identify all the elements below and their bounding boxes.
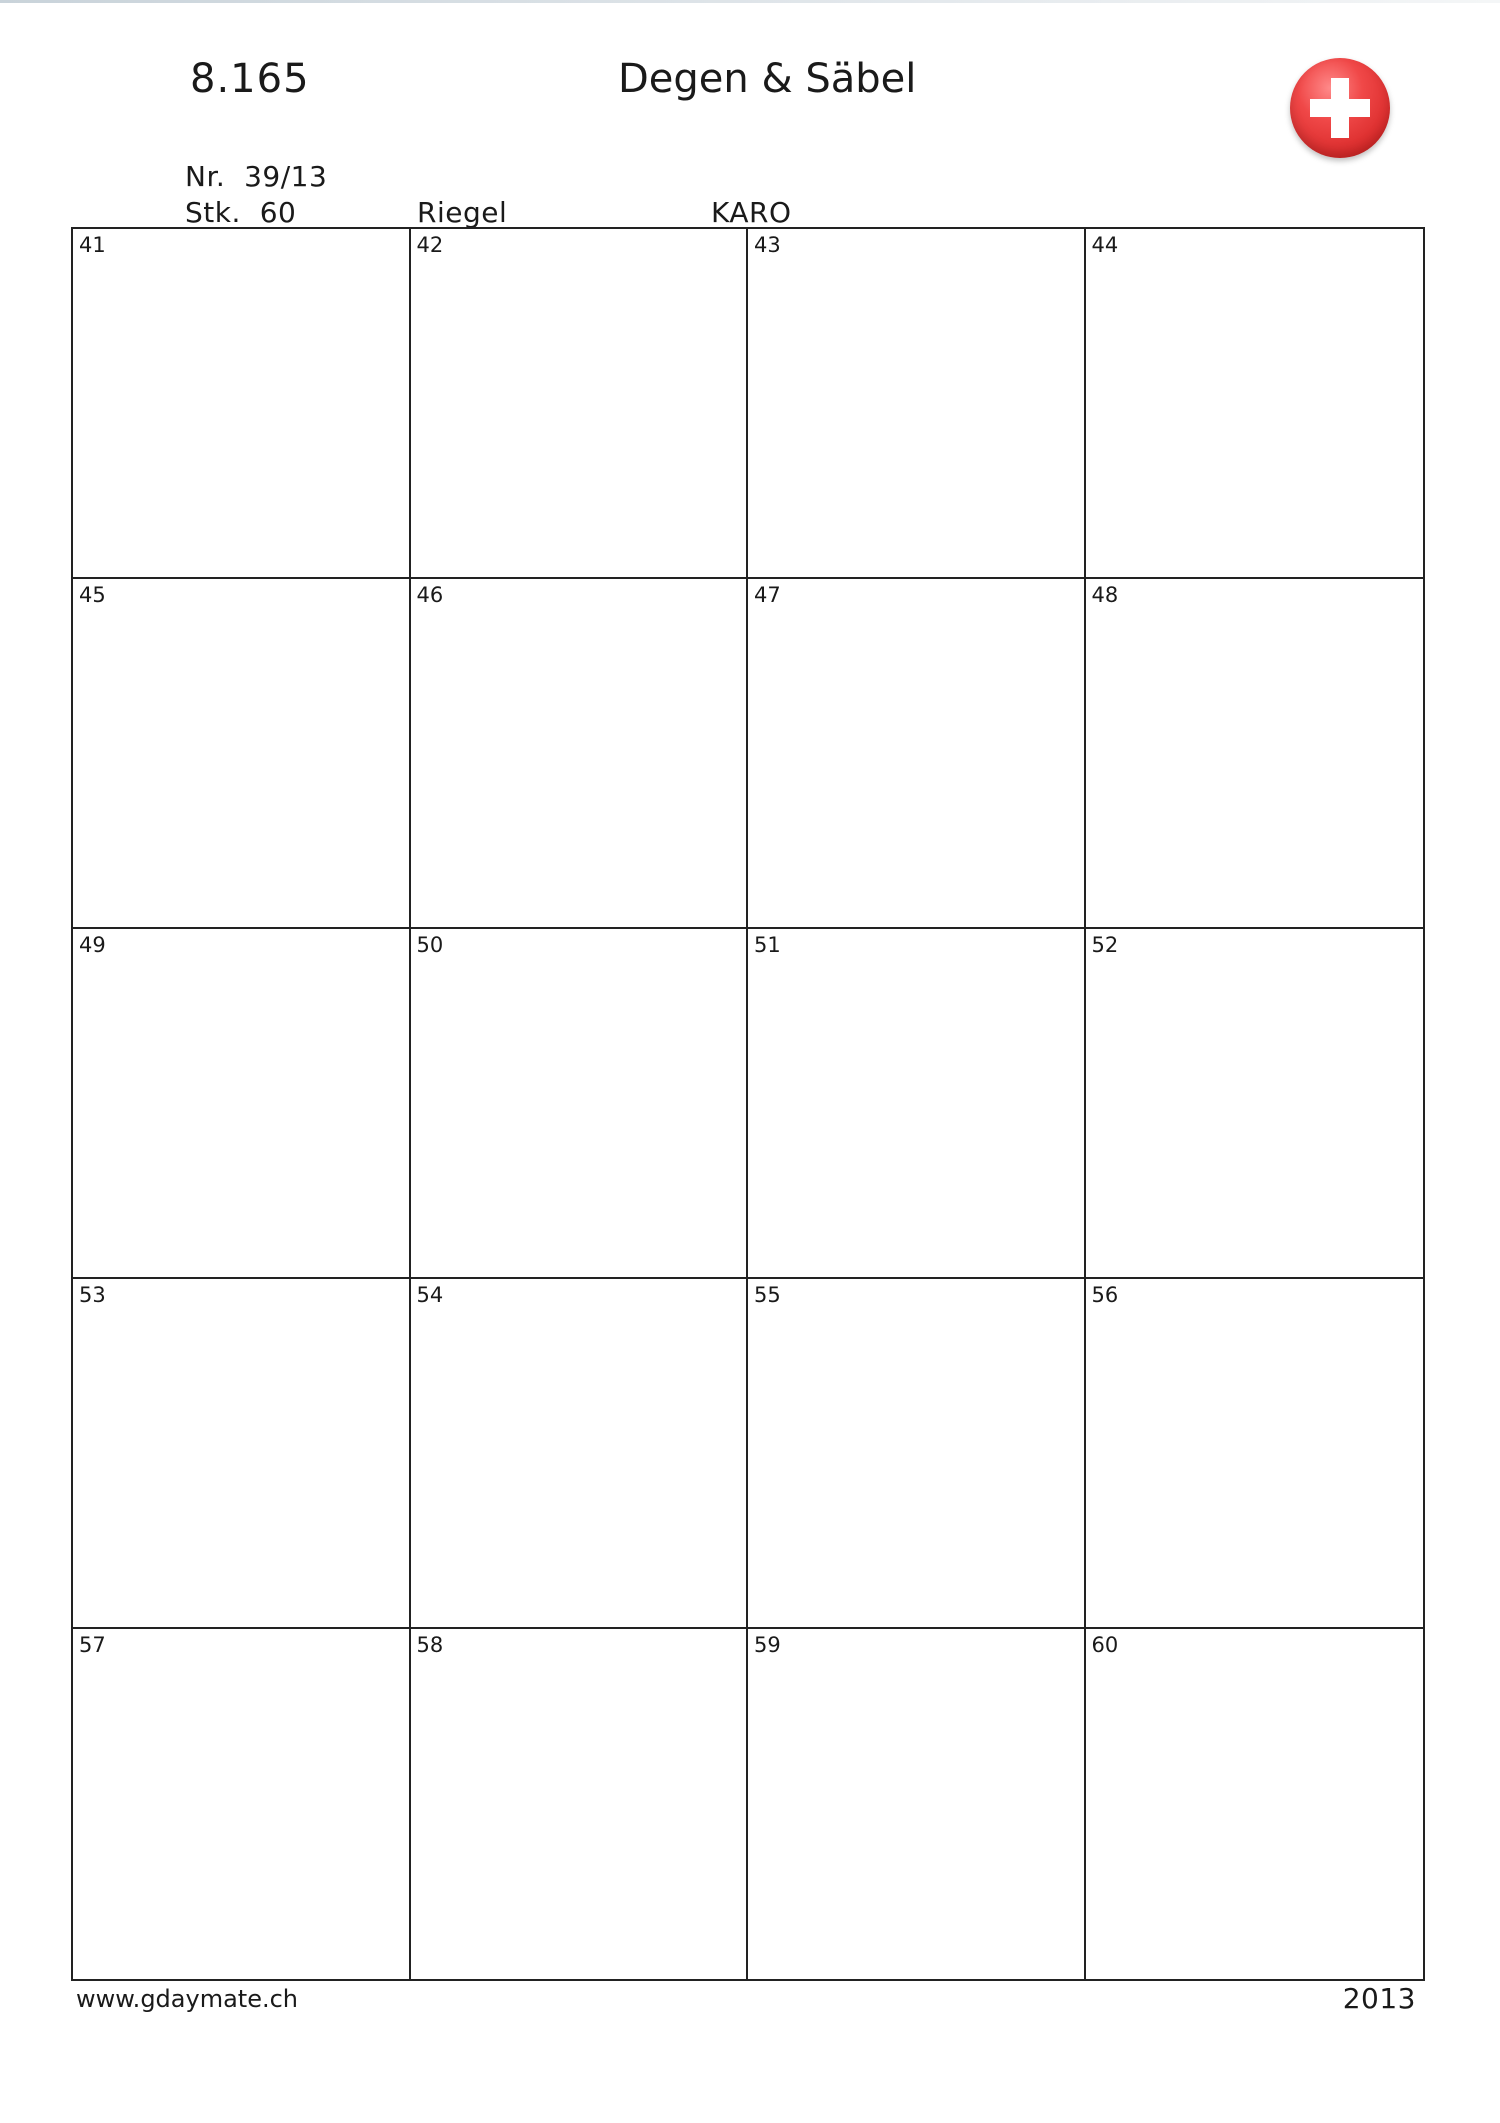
- cell-number: 53: [79, 1283, 106, 1307]
- stk-value: 60: [259, 196, 297, 229]
- grid-cell[interactable]: [73, 1279, 411, 1629]
- stamp-grid: [71, 227, 1425, 1981]
- catalog-number: 8.165: [190, 56, 310, 102]
- riegel-label: Riegel: [417, 196, 508, 229]
- cell-number: 52: [1091, 933, 1119, 957]
- grid-cell[interactable]: [1086, 929, 1424, 1279]
- cell-number: 50: [416, 933, 444, 957]
- cell-number: 46: [416, 583, 444, 607]
- cell-number: 57: [79, 1633, 106, 1657]
- cell-number: 60: [1091, 1633, 1119, 1657]
- grid-cell[interactable]: [748, 1279, 1086, 1629]
- grid-cell[interactable]: [1086, 579, 1424, 929]
- stk-line: [185, 196, 296, 229]
- nr-label: Nr.: [185, 160, 226, 193]
- nr-line: [185, 160, 327, 193]
- grid-cell[interactable]: [748, 229, 1086, 579]
- cell-number: 59: [754, 1633, 781, 1657]
- page-top-edge: [0, 0, 1500, 3]
- karo-label: KARO: [711, 196, 792, 229]
- cell-number: 58: [416, 1633, 444, 1657]
- page-title: Degen & Säbel: [618, 56, 917, 102]
- cell-number: 41: [79, 233, 106, 257]
- nr-value: 39/13: [244, 160, 328, 193]
- stk-label: Stk.: [185, 196, 241, 229]
- cell-number: 49: [79, 933, 106, 957]
- swiss-flag-icon: [1290, 58, 1390, 158]
- cell-number: 56: [1091, 1283, 1119, 1307]
- grid-cell[interactable]: [748, 929, 1086, 1279]
- grid-cell[interactable]: [73, 1629, 411, 1979]
- grid-cell[interactable]: [411, 1629, 749, 1979]
- cell-number: 47: [754, 583, 781, 607]
- cross-horizontal-bar: [1310, 99, 1370, 117]
- footer-website: www.gdaymate.ch: [76, 1985, 298, 2013]
- grid-cell[interactable]: [73, 579, 411, 929]
- cell-number: 51: [754, 933, 781, 957]
- cell-number: 43: [754, 233, 781, 257]
- footer-year: 2013: [1342, 1982, 1416, 2015]
- grid-cell[interactable]: [411, 1279, 749, 1629]
- grid-cell[interactable]: [1086, 229, 1424, 579]
- cell-number: 42: [416, 233, 444, 257]
- cell-number: 45: [79, 583, 106, 607]
- grid-cell[interactable]: [73, 229, 411, 579]
- cell-number: 44: [1091, 233, 1119, 257]
- grid-cell[interactable]: [73, 929, 411, 1279]
- cell-number: 55: [754, 1283, 781, 1307]
- grid-cell[interactable]: [1086, 1629, 1424, 1979]
- grid-cell[interactable]: [748, 1629, 1086, 1979]
- grid-cell[interactable]: [411, 229, 749, 579]
- cell-number: 54: [416, 1283, 444, 1307]
- cell-number: 48: [1091, 583, 1119, 607]
- grid-cell[interactable]: [411, 929, 749, 1279]
- grid-cell[interactable]: [411, 579, 749, 929]
- grid-cell[interactable]: [748, 579, 1086, 929]
- grid-cell[interactable]: [1086, 1279, 1424, 1629]
